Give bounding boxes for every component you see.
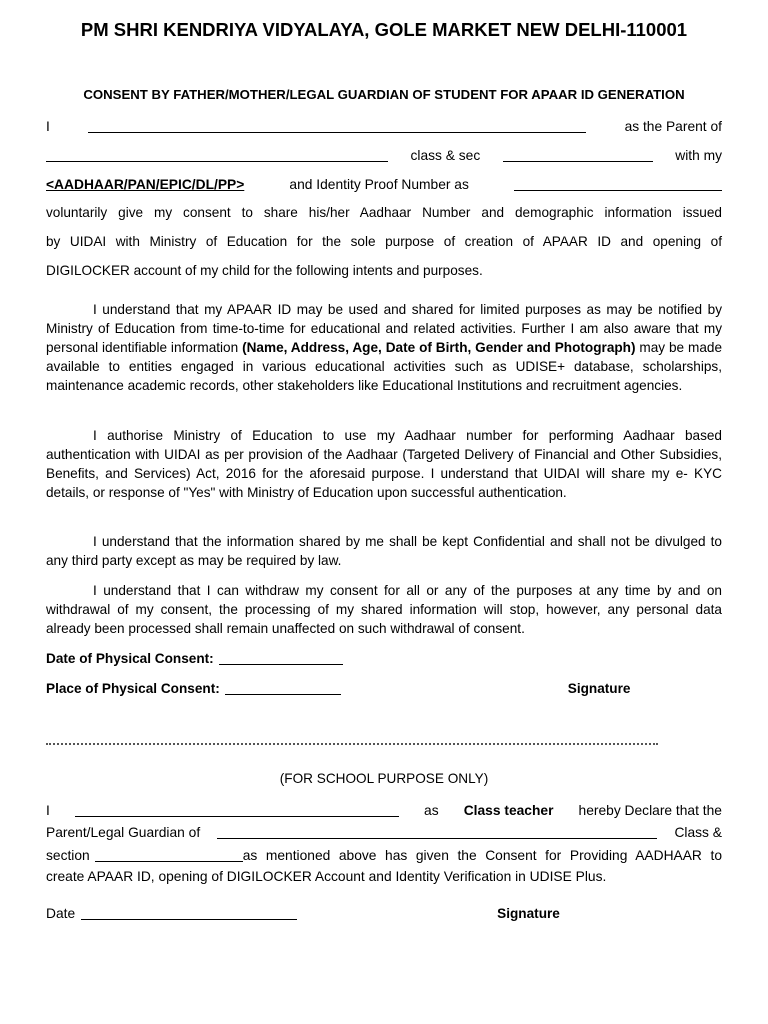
- school-date-label: Date: [46, 906, 76, 921]
- parent-signature-label: Signature: [567, 681, 631, 696]
- class-sec-text: class & sec: [410, 148, 481, 163]
- school-purpose-title: (FOR SCHOOL PURPOSE ONLY): [279, 771, 489, 786]
- date-of-consent-label: Date of Physical Consent:: [46, 651, 214, 666]
- class-and-text: Class &: [674, 825, 722, 840]
- date-of-consent-row: [46, 650, 722, 666]
- school-line-3: [46, 847, 722, 863]
- place-of-consent-row: [46, 680, 722, 696]
- teacher-name-blank[interactable]: [75, 804, 399, 817]
- id-number-blank[interactable]: [514, 178, 722, 191]
- consent-line-2: [46, 147, 722, 163]
- section-text: section: [46, 848, 90, 863]
- school-line-4-text: create APAAR ID, opening of DIGILOCKER Account and Identity Verification in UDISE Plus.: [46, 869, 607, 884]
- class-teacher-text: Class teacher: [463, 803, 554, 818]
- class-sec-blank[interactable]: [503, 149, 653, 162]
- p1-bold: (Name, Address, Age, Date of Birth, Gender and Photograph): [242, 340, 636, 355]
- cut-line-divider: [46, 742, 658, 745]
- paragraph-1: [46, 300, 722, 395]
- consent-line-1: [46, 118, 722, 134]
- parent-guardian-of-text: Parent/Legal Guardian of: [46, 825, 201, 840]
- p1-text-a: I understand that my APAAR ID may be used and shared for limited purposes as may be notified by Ministry of Education from time-to-time for educational and related activities. Further I am also aware that my personal identifiable information: [46, 302, 722, 355]
- id-types: <AADHAAR/PAN/EPIC/DL/PP>: [46, 177, 245, 192]
- place-of-consent-blank[interactable]: [225, 682, 341, 695]
- school-name: PM SHRI KENDRIYA VIDYALAYA, GOLE MARKET NEW DELHI-110001: [80, 19, 688, 40]
- p1-text-b: may be made available to entities engaged in various educational activities such as UDISE+ database, scholarships, maintenance academic records, other stakeholders like Educational Institutions and recruitment agencies.: [46, 340, 723, 393]
- line3-rest: as mentioned above has given the Consent for Providing AADHAAR to: [242, 848, 722, 863]
- consent-line-3: [46, 176, 722, 192]
- consent-line-6: DIGILOCKER account of my child for the following intents and purposes.: [46, 263, 483, 278]
- consent-line-4: voluntarily give my consent to share his/her Aadhaar Number and demographic information issued: [46, 205, 722, 220]
- child-name-blank[interactable]: [46, 149, 388, 162]
- date-of-consent-blank[interactable]: [219, 652, 343, 665]
- consent-body: [46, 198, 722, 285]
- with-my-text: with my: [675, 148, 722, 163]
- place-of-consent-label: Place of Physical Consent:: [46, 681, 220, 696]
- paragraph-2: [46, 426, 722, 502]
- as-text: as: [424, 803, 439, 818]
- paragraph-4: [46, 581, 722, 638]
- p3-text: I understand that the information shared by me shall be kept Confidential and shall not be divulged to any third party except as may be required by law.: [46, 534, 722, 568]
- school-line-2: [46, 824, 722, 840]
- p4-text: I understand that I can withdraw my consent for all or any of the purposes at any time by and on withdrawal of my consent, the processing of my shared information will stop, however, any personal data already been processed shall remain unaffected on such withdrawal of consent.: [46, 583, 722, 636]
- school-line-4: [46, 869, 722, 884]
- section-blank[interactable]: [95, 849, 243, 862]
- student-name-blank[interactable]: [88, 120, 586, 133]
- form-title: CONSENT BY FATHER/MOTHER/LEGAL GUARDIAN OF STUDENT FOR APAAR ID GENERATION: [83, 87, 685, 102]
- school-line-1: [46, 802, 722, 818]
- paragraph-3: [46, 532, 722, 570]
- school-date-row: [46, 905, 722, 921]
- school-date-blank[interactable]: [81, 907, 297, 920]
- parent-of-text: as the Parent of: [624, 119, 722, 134]
- student-name-school-blank[interactable]: [217, 826, 657, 839]
- identity-proof-text: and Identity Proof Number as: [289, 177, 469, 192]
- consent-line-5: by UIDAI with Ministry of Education for the sole purpose of creation of APAAR ID and opening of: [46, 234, 722, 249]
- teacher-signature-label: Signature: [497, 906, 560, 921]
- consent-i: I: [46, 119, 50, 134]
- declare-text: hereby Declare that the: [578, 803, 722, 818]
- p2-text: I authorise Ministry of Education to use my Aadhaar number for performing Aadhaar based authentication with UIDAI as per provision of the Aadhaar (Targeted Delivery of Financial and Other Subsidies, Benefits, and Services) Act, 2016 for the aforesaid purpose. I understand that UIDAI will share my e- KYC details, or response of "Yes" with Ministry of Education upon successful authentication.: [46, 428, 722, 500]
- teacher-i: I: [46, 803, 50, 818]
